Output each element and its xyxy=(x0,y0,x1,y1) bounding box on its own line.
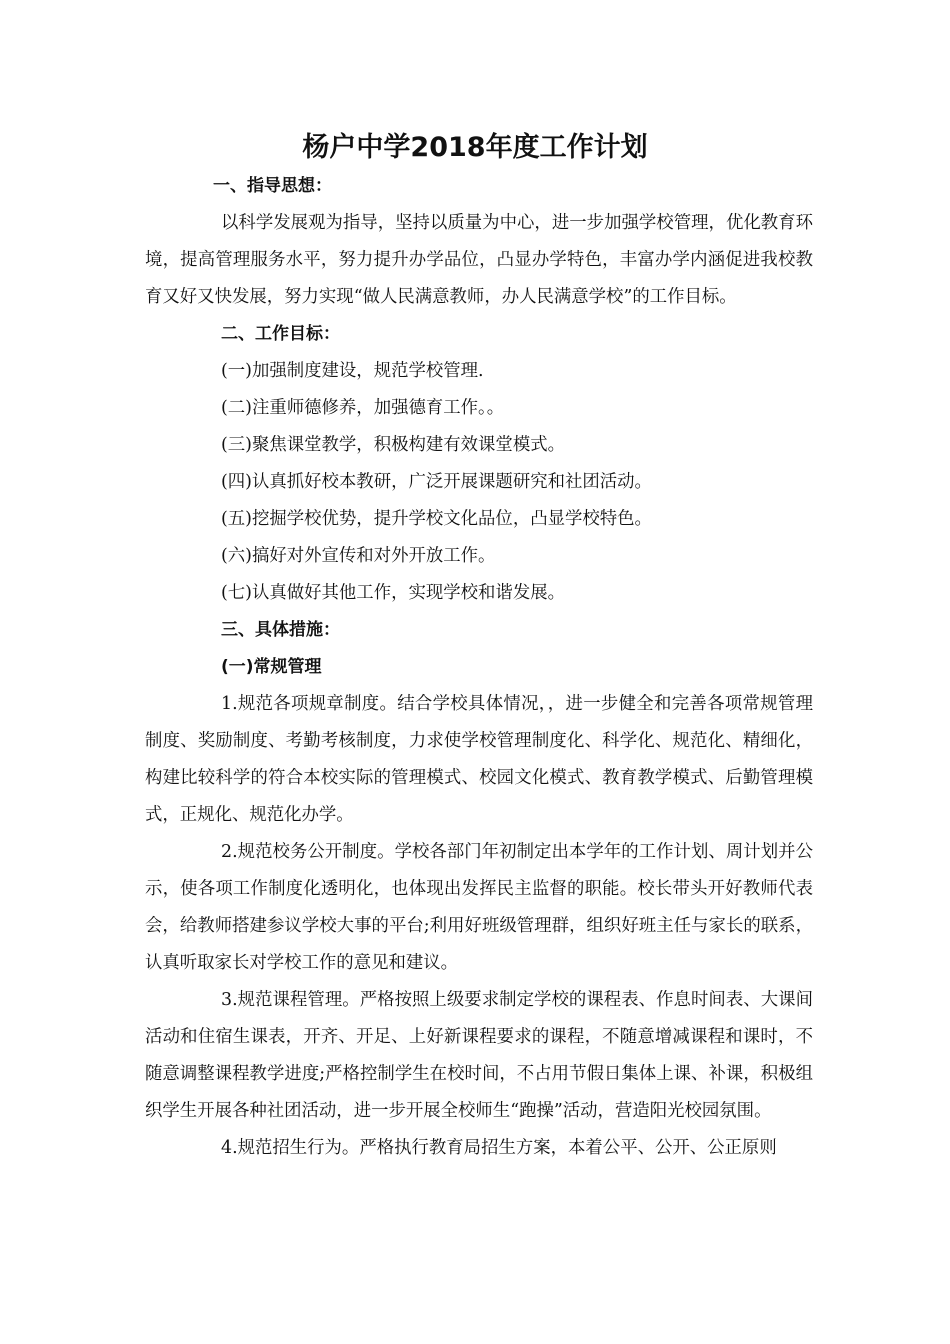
section-heading-measures: 三、具体措施： xyxy=(221,620,340,640)
goal-item: (三)聚焦课堂教学，积极构建有效课堂模式。 xyxy=(221,435,565,455)
section-heading-goals: 二、工作目标： xyxy=(221,324,340,344)
guiding-paragraph: 以科学发展观为指导，坚持以质量为中心，进一步加强学校管理，优化教育环境，提高管理服务水平，努力提升办学品位，凸显办学特色，丰富办学内涵促进我校教育又好又快发展，努力实现“做人民满意教师，办人民满意学校”的工作目标。 xyxy=(145,213,813,307)
measure-paragraph: 3.规范课程管理。严格按照上级要求制定学校的课程表、作息时间表、大课间活动和住宿生课表，开齐、开足、上好新课程要求的课程，不随意增减课程和课时，不随意调整课程教学进度;严格控制学生在校时间，不占用节假日集体上课、补课，积极组织学生开展各种社团活动，进一步开展全校师生“跑操”活动，营造阳光校园氛围。 xyxy=(145,990,813,1121)
goal-item: (六)搞好对外宣传和对外开放工作。 xyxy=(221,546,496,566)
goal-item: (一)加强制度建设，规范学校管理. xyxy=(221,361,484,381)
document-title: 杨户中学2018年度工作计划 xyxy=(302,132,648,163)
measure-paragraph: 1.规范各项规章制度。结合学校具体情况，，进一步健全和完善各项常规管理制度、奖励制度、考勤考核制度，力求使学校管理制度化、科学化、规范化、精细化，构建比较科学的符合本校实际的管理模式、校园文化模式、教育教学模式、后勤管理模式，正规化、规范化办学。 xyxy=(145,694,813,825)
section-heading-guiding: 一、指导思想： xyxy=(213,176,332,196)
goal-item: (四)认真抓好校本教研，广泛开展课题研究和社团活动。 xyxy=(221,472,652,492)
measure-paragraph: 2.规范校务公开制度。学校各部门年初制定出本学年的工作计划、周计划并公示，使各项工作制度化透明化，也体现出发挥民主监督的职能。校长带头开好教师代表会，给教师搭建参议学校大事的平台;利用好班级管理群，组织好班主任与家长的联系，认真听取家长对学校工作的意见和建议。 xyxy=(145,842,813,973)
goal-item: (七)认真做好其他工作，实现学校和谐发展。 xyxy=(221,583,565,603)
subsection-heading-routine: (一)常规管理 xyxy=(221,657,322,677)
document-body xyxy=(145,168,813,1167)
measure-paragraph: 4.规范招生行为。严格执行教育局招生方案，本着公平、公开、公正原则 xyxy=(221,1138,777,1158)
goal-item: (五)挖掘学校优势，提升学校文化品位，凸显学校特色。 xyxy=(221,509,652,529)
goal-item: (二)注重师德修养，加强德育工作。。 xyxy=(221,398,505,418)
